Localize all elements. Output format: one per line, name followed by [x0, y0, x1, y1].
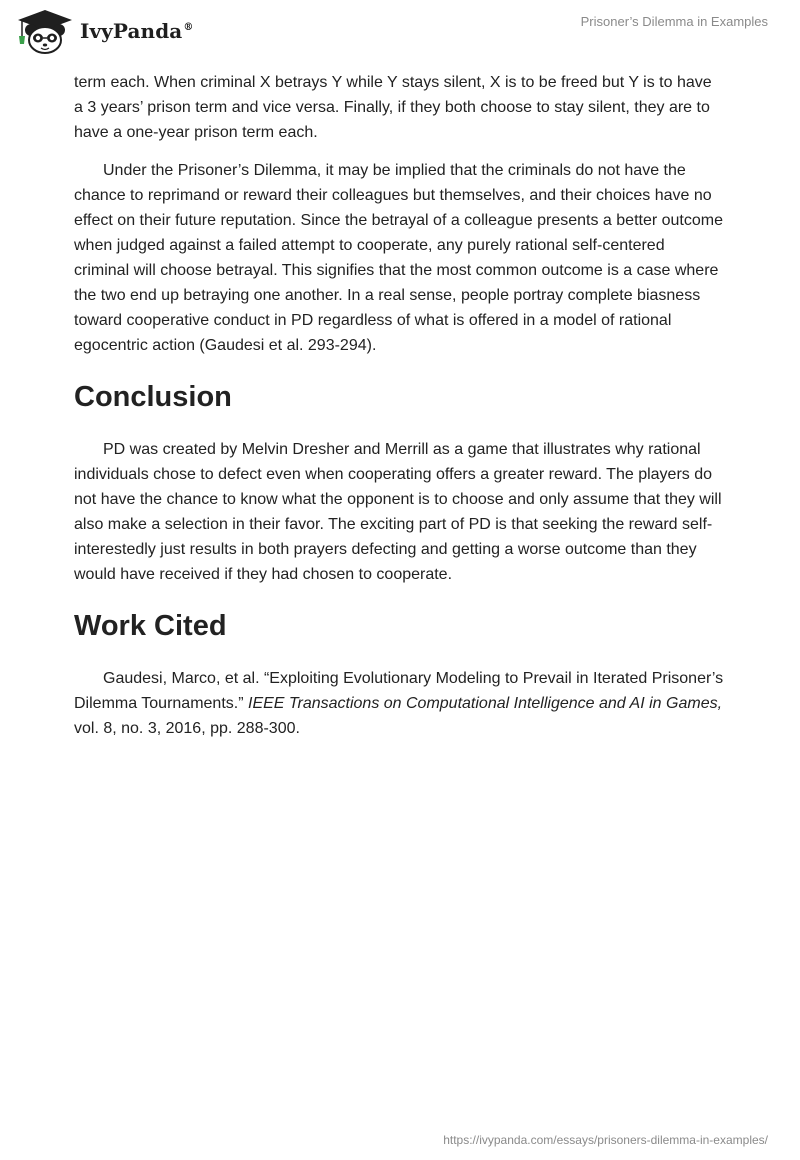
ivypanda-logo[interactable]	[14, 8, 193, 54]
body-paragraph: term each. When criminal X betrays Y while Y stays silent, X is to be freed but Y is to have a 3 years’ prison term and vice versa. Finally, if they both choose to stay silent, they are to have a one-year prison term each.	[74, 74, 712, 141]
panda-graduate-icon	[14, 8, 76, 54]
citation-journal: IEEE Transactions on Computational Intelligence and AI in Games,	[248, 695, 723, 712]
page-header	[0, 0, 800, 60]
logo-wordmark: IvyPanda®	[80, 19, 194, 43]
citation-details: vol. 8, no. 3, 2016, pp. 288-300.	[74, 720, 300, 737]
conclusion-heading: Conclusion	[74, 381, 232, 413]
citation-entry	[74, 666, 724, 741]
work-cited-heading: Work Cited	[74, 610, 227, 642]
source-url[interactable]: https://ivypanda.com/essays/prisoners-dilemma-in-examples/	[443, 1133, 768, 1147]
essay-content	[74, 70, 724, 741]
conclusion-paragraph: PD was created by Melvin Dresher and Merrill as a game that illustrates why rational individuals chose to defect even when cooperating offers a greater reward. The players do not have the chance to know what the opponent is to choose and only assume that they will also make a selection in their favor. The exciting part of PD is that seeking the reward self-interestedly just results in both prayers defecting and getting a worse outcome than they would have received if they had chosen to cooperate.	[74, 441, 722, 583]
document-title: Prisoner’s Dilemma in Examples	[580, 14, 768, 29]
body-paragraph: Under the Prisoner’s Dilemma, it may be implied that the criminals do not have the chance to reprimand or reward their colleagues but themselves, and their choices have no effect on their future reputation. Since the betrayal of a colleague presents a better outcome when judged against a failed attempt to cooperate, any purely rational self-centered criminal will choose betrayal. This signifies that the most common outcome is a case where the two end up betraying one another. In a real sense, people portray complete biasness toward cooperative conduct in PD regardless of what is offered in a model of rational egocentric action (Gaudesi et al. 293-294).	[74, 162, 723, 354]
citation-authors-title: Gaudesi, Marco, et al. “Exploiting Evolutionary Modeling to Prevail in Iterated Prisoner’s Dilemma Tournaments.”	[74, 670, 724, 712]
